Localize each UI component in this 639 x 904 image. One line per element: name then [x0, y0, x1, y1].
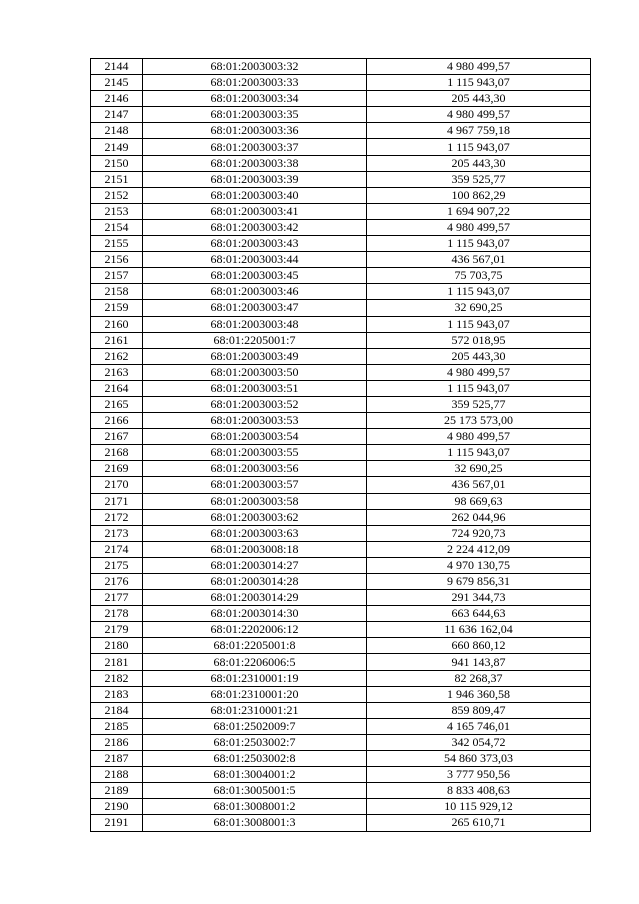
cadastral-value-cell: 1 694 907,22 [367, 203, 591, 219]
table-row [91, 300, 591, 316]
table-row [91, 236, 591, 252]
cadastral-number-cell: 68:01:2003003:35 [143, 107, 367, 123]
cadastral-number-cell: 68:01:2003003:55 [143, 445, 367, 461]
row-number-cell: 2147 [91, 107, 143, 123]
table-body [91, 59, 591, 832]
row-number-cell: 2178 [91, 606, 143, 622]
row-number-cell: 2159 [91, 300, 143, 316]
cadastral-number-cell: 68:01:2003003:50 [143, 364, 367, 380]
cadastral-number-cell: 68:01:2003003:39 [143, 171, 367, 187]
table-row [91, 654, 591, 670]
cadastral-value-cell: 75 703,75 [367, 268, 591, 284]
row-number-cell: 2164 [91, 380, 143, 396]
cadastral-value-table [90, 58, 591, 832]
cadastral-number-cell: 68:01:2003003:56 [143, 461, 367, 477]
cadastral-number-cell: 68:01:2003003:62 [143, 509, 367, 525]
cadastral-value-cell: 291 344,73 [367, 590, 591, 606]
row-number-cell: 2179 [91, 622, 143, 638]
row-number-cell: 2144 [91, 59, 143, 75]
table-row [91, 123, 591, 139]
row-number-cell: 2185 [91, 718, 143, 734]
table-row [91, 91, 591, 107]
cadastral-value-cell: 436 567,01 [367, 252, 591, 268]
cadastral-value-cell: 205 443,30 [367, 155, 591, 171]
row-number-cell: 2171 [91, 493, 143, 509]
cadastral-value-cell: 4 980 499,57 [367, 219, 591, 235]
table-row [91, 59, 591, 75]
cadastral-number-cell: 68:01:2003003:49 [143, 348, 367, 364]
row-number-cell: 2191 [91, 815, 143, 831]
table-row [91, 477, 591, 493]
row-number-cell: 2153 [91, 203, 143, 219]
row-number-cell: 2189 [91, 783, 143, 799]
table-row [91, 493, 591, 509]
cadastral-number-cell: 68:01:2003003:51 [143, 380, 367, 396]
cadastral-value-cell: 1 946 360,58 [367, 686, 591, 702]
row-number-cell: 2174 [91, 541, 143, 557]
cadastral-value-cell: 724 920,73 [367, 525, 591, 541]
table-row [91, 751, 591, 767]
cadastral-number-cell: 68:01:2003003:43 [143, 236, 367, 252]
row-number-cell: 2145 [91, 75, 143, 91]
cadastral-value-cell: 54 860 373,03 [367, 751, 591, 767]
row-number-cell: 2169 [91, 461, 143, 477]
row-number-cell: 2173 [91, 525, 143, 541]
cadastral-value-cell: 4 165 746,01 [367, 718, 591, 734]
cadastral-value-cell: 4 980 499,57 [367, 429, 591, 445]
table-row [91, 284, 591, 300]
cadastral-number-cell: 68:01:3008001:2 [143, 799, 367, 815]
row-number-cell: 2152 [91, 187, 143, 203]
row-number-cell: 2170 [91, 477, 143, 493]
cadastral-number-cell: 68:01:2003003:57 [143, 477, 367, 493]
row-number-cell: 2162 [91, 348, 143, 364]
cadastral-value-cell: 1 115 943,07 [367, 139, 591, 155]
cadastral-number-cell: 68:01:2206006:5 [143, 654, 367, 670]
cadastral-number-cell: 68:01:2003003:34 [143, 91, 367, 107]
table-row [91, 75, 591, 91]
table-row [91, 718, 591, 734]
cadastral-value-cell: 3 777 950,56 [367, 767, 591, 783]
cadastral-value-cell: 4 980 499,57 [367, 107, 591, 123]
table-row [91, 332, 591, 348]
cadastral-number-cell: 68:01:2003003:38 [143, 155, 367, 171]
row-number-cell: 2158 [91, 284, 143, 300]
table-row [91, 638, 591, 654]
cadastral-value-cell: 100 862,29 [367, 187, 591, 203]
cadastral-value-cell: 10 115 929,12 [367, 799, 591, 815]
cadastral-value-cell: 572 018,95 [367, 332, 591, 348]
table-row [91, 767, 591, 783]
cadastral-number-cell: 68:01:2003003:40 [143, 187, 367, 203]
row-number-cell: 2161 [91, 332, 143, 348]
table-row [91, 187, 591, 203]
cadastral-number-cell: 68:01:2205001:8 [143, 638, 367, 654]
cadastral-number-cell: 68:01:2503002:7 [143, 734, 367, 750]
cadastral-value-cell: 205 443,30 [367, 91, 591, 107]
row-number-cell: 2184 [91, 702, 143, 718]
row-number-cell: 2146 [91, 91, 143, 107]
row-number-cell: 2149 [91, 139, 143, 155]
cadastral-value-cell: 342 054,72 [367, 734, 591, 750]
table-row [91, 445, 591, 461]
table-row [91, 413, 591, 429]
cadastral-value-cell: 2 224 412,09 [367, 541, 591, 557]
cadastral-number-cell: 68:01:2003003:48 [143, 316, 367, 332]
table-row [91, 155, 591, 171]
table-row [91, 203, 591, 219]
table-row [91, 364, 591, 380]
table-row [91, 348, 591, 364]
table-row [91, 557, 591, 573]
cadastral-value-cell: 663 644,63 [367, 606, 591, 622]
cadastral-value-cell: 4 967 759,18 [367, 123, 591, 139]
cadastral-number-cell: 68:01:2003003:54 [143, 429, 367, 445]
cadastral-value-cell: 359 525,77 [367, 396, 591, 412]
table-row [91, 541, 591, 557]
cadastral-number-cell: 68:01:2003003:33 [143, 75, 367, 91]
cadastral-number-cell: 68:01:3008001:3 [143, 815, 367, 831]
row-number-cell: 2177 [91, 590, 143, 606]
cadastral-number-cell: 68:01:2003003:53 [143, 413, 367, 429]
row-number-cell: 2156 [91, 252, 143, 268]
cadastral-value-cell: 4 980 499,57 [367, 364, 591, 380]
table-row [91, 622, 591, 638]
row-number-cell: 2165 [91, 396, 143, 412]
cadastral-value-cell: 9 679 856,31 [367, 574, 591, 590]
cadastral-value-cell: 205 443,30 [367, 348, 591, 364]
table-row [91, 525, 591, 541]
cadastral-number-cell: 68:01:2502009:7 [143, 718, 367, 734]
row-number-cell: 2168 [91, 445, 143, 461]
row-number-cell: 2155 [91, 236, 143, 252]
cadastral-number-cell: 68:01:3005001:5 [143, 783, 367, 799]
cadastral-number-cell: 68:01:2003003:37 [143, 139, 367, 155]
table-row [91, 574, 591, 590]
table-row [91, 702, 591, 718]
table-row [91, 734, 591, 750]
cadastral-number-cell: 68:01:2202006:12 [143, 622, 367, 638]
table-row [91, 461, 591, 477]
cadastral-number-cell: 68:01:2003003:45 [143, 268, 367, 284]
cadastral-value-cell: 1 115 943,07 [367, 316, 591, 332]
cadastral-number-cell: 68:01:2310001:21 [143, 702, 367, 718]
row-number-cell: 2182 [91, 670, 143, 686]
table-row [91, 268, 591, 284]
cadastral-value-cell: 941 143,87 [367, 654, 591, 670]
row-number-cell: 2175 [91, 557, 143, 573]
row-number-cell: 2160 [91, 316, 143, 332]
cadastral-number-cell: 68:01:2003003:63 [143, 525, 367, 541]
cadastral-number-cell: 68:01:2003014:29 [143, 590, 367, 606]
cadastral-value-cell: 32 690,25 [367, 461, 591, 477]
cadastral-value-cell: 4 970 130,75 [367, 557, 591, 573]
table-row [91, 396, 591, 412]
row-number-cell: 2166 [91, 413, 143, 429]
cadastral-value-cell: 265 610,71 [367, 815, 591, 831]
row-number-cell: 2157 [91, 268, 143, 284]
cadastral-number-cell: 68:01:2310001:19 [143, 670, 367, 686]
table-row [91, 670, 591, 686]
cadastral-value-cell: 262 044,96 [367, 509, 591, 525]
cadastral-number-cell: 68:01:2503002:8 [143, 751, 367, 767]
cadastral-number-cell: 68:01:2003003:32 [143, 59, 367, 75]
table-row [91, 799, 591, 815]
cadastral-value-cell: 98 669,63 [367, 493, 591, 509]
cadastral-value-cell: 4 980 499,57 [367, 59, 591, 75]
cadastral-value-cell: 82 268,37 [367, 670, 591, 686]
row-number-cell: 2187 [91, 751, 143, 767]
cadastral-number-cell: 68:01:2003003:47 [143, 300, 367, 316]
row-number-cell: 2176 [91, 574, 143, 590]
table-row [91, 316, 591, 332]
table-row [91, 590, 591, 606]
cadastral-number-cell: 68:01:2003003:44 [143, 252, 367, 268]
row-number-cell: 2190 [91, 799, 143, 815]
cadastral-number-cell: 68:01:2003014:30 [143, 606, 367, 622]
cadastral-number-cell: 68:01:2205001:7 [143, 332, 367, 348]
cadastral-number-cell: 68:01:2003008:18 [143, 541, 367, 557]
cadastral-value-cell: 436 567,01 [367, 477, 591, 493]
row-number-cell: 2181 [91, 654, 143, 670]
cadastral-number-cell: 68:01:2003003:36 [143, 123, 367, 139]
cadastral-value-cell: 359 525,77 [367, 171, 591, 187]
row-number-cell: 2183 [91, 686, 143, 702]
cadastral-value-cell: 859 809,47 [367, 702, 591, 718]
table-row [91, 107, 591, 123]
cadastral-value-cell: 660 860,12 [367, 638, 591, 654]
table-row [91, 171, 591, 187]
row-number-cell: 2150 [91, 155, 143, 171]
cadastral-value-cell: 11 636 162,04 [367, 622, 591, 638]
cadastral-number-cell: 68:01:2003003:42 [143, 219, 367, 235]
cadastral-number-cell: 68:01:2003014:27 [143, 557, 367, 573]
table-row [91, 783, 591, 799]
cadastral-value-cell: 32 690,25 [367, 300, 591, 316]
row-number-cell: 2148 [91, 123, 143, 139]
cadastral-value-cell: 8 833 408,63 [367, 783, 591, 799]
cadastral-value-cell: 25 173 573,00 [367, 413, 591, 429]
table-row [91, 686, 591, 702]
cadastral-number-cell: 68:01:2003003:41 [143, 203, 367, 219]
row-number-cell: 2186 [91, 734, 143, 750]
cadastral-value-cell: 1 115 943,07 [367, 284, 591, 300]
cadastral-number-cell: 68:01:2310001:20 [143, 686, 367, 702]
cadastral-value-cell: 1 115 943,07 [367, 380, 591, 396]
row-number-cell: 2163 [91, 364, 143, 380]
table-row [91, 252, 591, 268]
cadastral-number-cell: 68:01:2003003:46 [143, 284, 367, 300]
cadastral-number-cell: 68:01:2003003:52 [143, 396, 367, 412]
cadastral-value-cell: 1 115 943,07 [367, 75, 591, 91]
row-number-cell: 2151 [91, 171, 143, 187]
table-row [91, 606, 591, 622]
row-number-cell: 2180 [91, 638, 143, 654]
cadastral-value-cell: 1 115 943,07 [367, 445, 591, 461]
table-row [91, 380, 591, 396]
table-row [91, 429, 591, 445]
row-number-cell: 2154 [91, 219, 143, 235]
row-number-cell: 2188 [91, 767, 143, 783]
cadastral-number-cell: 68:01:2003014:28 [143, 574, 367, 590]
row-number-cell: 2172 [91, 509, 143, 525]
row-number-cell: 2167 [91, 429, 143, 445]
table-row [91, 219, 591, 235]
table-row [91, 139, 591, 155]
table-row [91, 509, 591, 525]
table-row [91, 815, 591, 831]
cadastral-number-cell: 68:01:3004001:2 [143, 767, 367, 783]
cadastral-value-cell: 1 115 943,07 [367, 236, 591, 252]
cadastral-number-cell: 68:01:2003003:58 [143, 493, 367, 509]
